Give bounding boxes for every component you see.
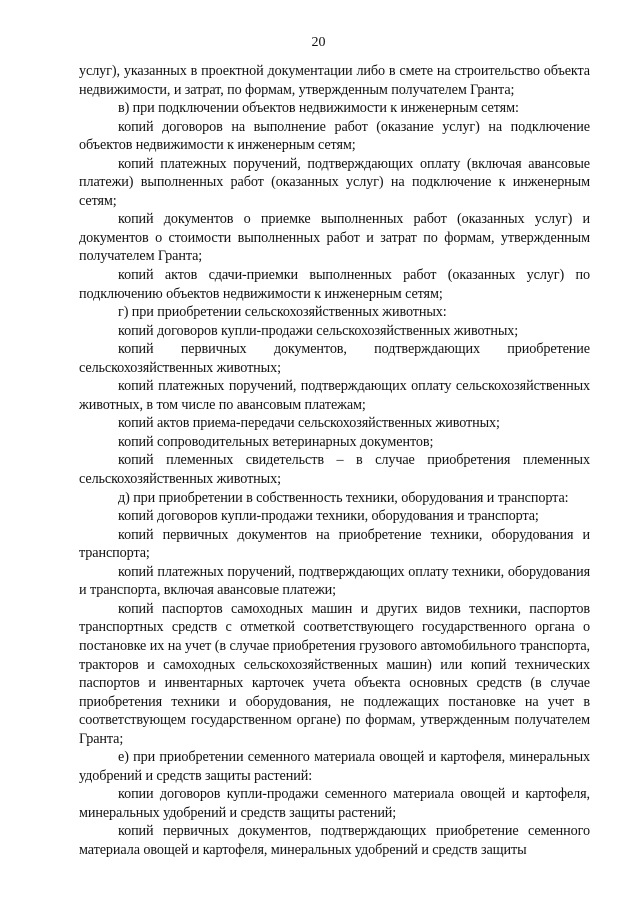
paragraph: копий племенных свидетельств – в случае приобретения племенных сельскохозяйственных животных;: [79, 452, 590, 488]
paragraph: услуг), указанных в проектной документации либо в смете на строительство объекта недвижимости, и затрат, по формам, утвержденным получателем Гранта;: [79, 63, 590, 98]
paragraph: в) при подключении объектов недвижимости к инженерным сетям:: [118, 100, 519, 117]
document-body: [79, 62, 590, 860]
paragraph: копий платежных поручений, подтверждающих оплату техники, оборудования и транспорта, включая авансовые платежи;: [79, 563, 590, 599]
page-number: 20: [311, 35, 326, 50]
paragraph: копии договоров купли-продажи семенного материала овощей и картофеля, минеральных удобрений и средств защиты растений;: [79, 786, 590, 821]
paragraph: копий первичных документов на приобретение техники, оборудования и транспорта;: [79, 526, 590, 562]
paragraph: д) при приобретении в собственность техники, оборудования и транспорта:: [118, 489, 569, 506]
paragraph: копий договоров купли-продажи сельскохозяйственных животных;: [118, 322, 519, 339]
paragraph: копий актов приема-передачи сельскохозяйственных животных;: [118, 415, 500, 432]
paragraph: копий документов о приемке выполненных работ (оказанных услуг) и документов о стоимости выполненных работ и затрат по формам, утвержденным получателем Гранта;: [79, 211, 590, 265]
paragraph: копий платежных поручений, подтверждающих оплату (включая авансовые платежи) выполненных работ (оказанных услуг) на подключение к инженерным сетям;: [79, 155, 590, 209]
paragraph: копий платежных поручений, подтверждающих оплату сельскохозяйственных животных, в том числе по авансовым платежам;: [79, 378, 590, 413]
paragraph: копий первичных документов, подтверждающих приобретение семенного материала овощей и картофеля, минеральных удобрений и средств защиты: [79, 823, 590, 858]
paragraph: копий первичных документов, подтверждающих приобретение сельскохозяйственных животных;: [79, 341, 590, 376]
paragraph: копий договоров на выполнение работ (оказание услуг) на подключение объектов недвижимости к инженерным сетям;: [79, 118, 590, 154]
paragraph: г) при приобретении сельскохозяйственных животных:: [118, 304, 447, 321]
paragraph: е) при приобретении семенного материала овощей и картофеля, минеральных удобрений и средств защиты растений:: [79, 749, 590, 784]
paragraph: копий договоров купли-продажи техники, оборудования и транспорта;: [118, 508, 539, 525]
paragraph: копий паспортов самоходных машин и других видов техники, паспортов транспортных средств с отметкой соответствующего государственного органа о постановке их на учет (в случае приобретения грузового автомобильного транспорта, тракторов и самоходных сельскохозяйственных машин) или копий технических паспортов и инвентарных карточек учета объекта основных средств (в случае приобретения техники и оборудования, не подлежащих постановке на учет в соответствующем государственном органе) по формам, утвержденным получателем Гранта;: [79, 600, 590, 747]
paragraph: копий сопроводительных ветеринарных документов;: [118, 433, 434, 450]
paragraph: копий актов сдачи-приемки выполненных работ (оказанных услуг) по подключению объектов недвижимости к инженерным сетям;: [79, 267, 590, 302]
